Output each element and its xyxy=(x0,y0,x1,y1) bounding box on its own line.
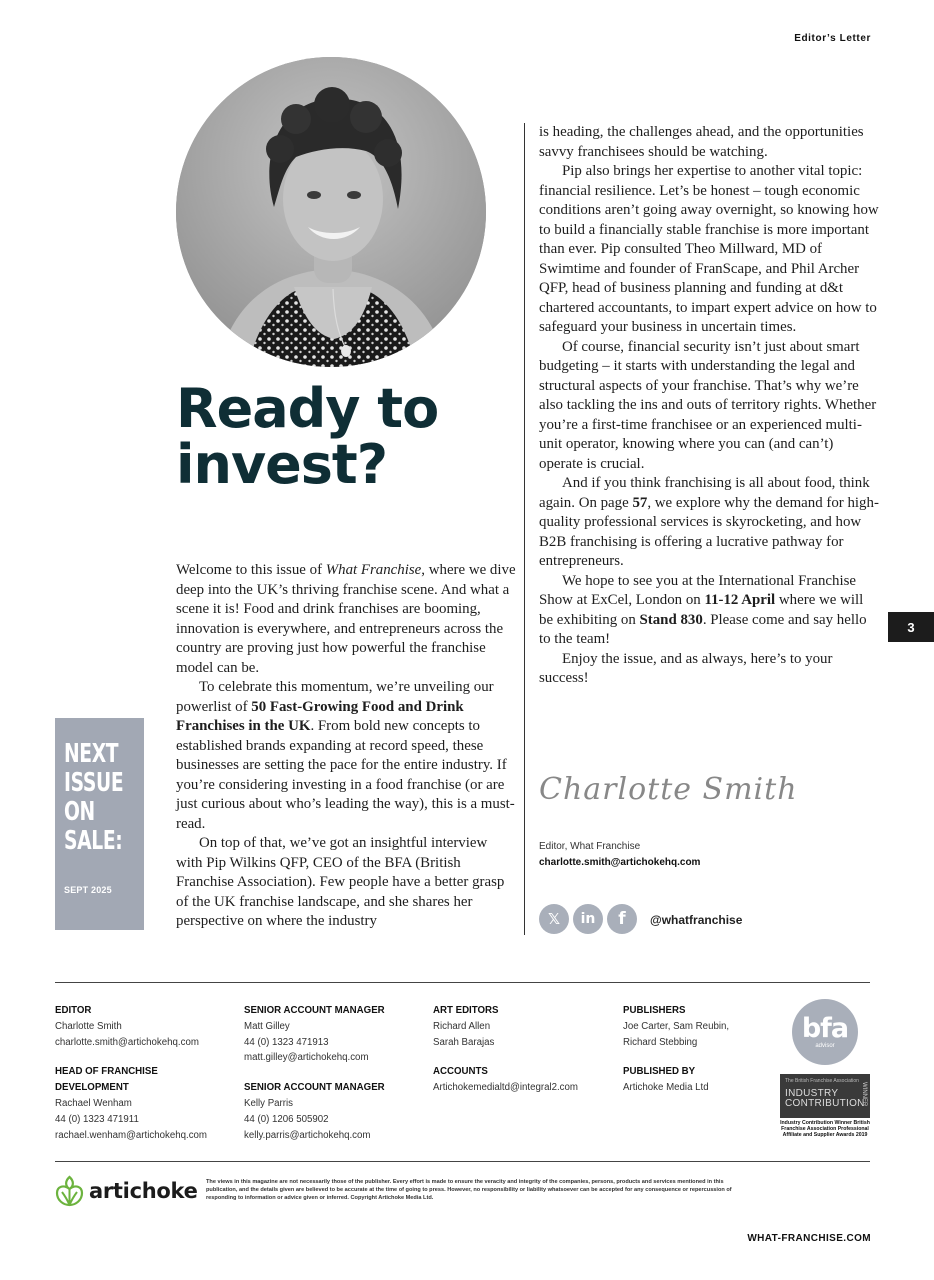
credit-name: Joe Carter, Sam Reubin, xyxy=(623,1020,730,1032)
stand-number: Stand 830 xyxy=(639,611,703,628)
text-run: , we explore why the demand for high-quality professional services is skyrocketing, and how B2B franchising is offering a lucrative pathway for entrepreneurs. xyxy=(539,494,879,569)
credit-name: Matt Gilley xyxy=(244,1020,290,1032)
text-run: Welcome to this issue of xyxy=(176,562,326,578)
credit-name: Artichoke Media Ltd xyxy=(623,1082,709,1094)
page-number-tab: 3 xyxy=(888,612,934,642)
credit-heading: PUBLISHED BY xyxy=(623,1066,696,1078)
credit-heading: PUBLISHERS xyxy=(623,1005,686,1016)
article-paragraph xyxy=(176,561,516,678)
next-issue-panel xyxy=(55,718,144,930)
bfa-logo-text: bfa xyxy=(801,1012,849,1044)
credit-email[interactable]: matt.gilley@artichokehq.com xyxy=(244,1052,369,1064)
brand-name: artichoke xyxy=(89,1179,198,1203)
industry-award-badge xyxy=(780,1074,870,1118)
award-title: INDUSTRY xyxy=(785,1088,839,1099)
legal-disclaimer: The views in this magazine are not necessarily those of the publisher. Every effort is made to ensure the veracity and integrity of the companies, persons, products and services mentioned in this publication, and the details given are believed to be accurate at the time of going to press. However, no responsibility or liability whatsoever can be accepted for any consequence or repercussion of responding to information or advice given or inferred. Copyright Artichoke Media Ltd. xyxy=(206,1179,732,1202)
magazine-title: What Franchise xyxy=(325,562,422,578)
credits-column-publishers xyxy=(623,1003,773,1096)
article-paragraph xyxy=(539,474,879,572)
credits-column-sales xyxy=(244,1003,429,1143)
page-reference: 57 xyxy=(632,494,648,511)
artichoke-brand xyxy=(55,1175,198,1207)
next-issue-date: SEPT 2025 xyxy=(64,885,112,895)
credit-name: Richard Stebbing xyxy=(623,1036,698,1048)
award-caption: Industry Contribution Winner British Franchise Association Professional Affiliate and Supplier Awards 2019 xyxy=(780,1120,870,1138)
credit-heading: EDITOR xyxy=(55,1005,92,1016)
next-issue-line: ISSUE xyxy=(64,768,124,798)
credits-top-rule xyxy=(55,982,870,983)
text-run: And if you think franchising is all about food, think again. On page xyxy=(539,475,870,511)
credit-heading: HEAD OF FRANCHISE xyxy=(55,1066,158,1078)
headline-line-1: Ready to xyxy=(176,377,439,440)
section-label: Editor’s Letter xyxy=(794,33,871,44)
next-issue-line: SALE: xyxy=(64,826,123,856)
bfa-logo-subtext: advisor xyxy=(815,1042,835,1049)
next-issue-heading xyxy=(64,740,122,856)
credit-phone: 44 (0) 1323 471913 xyxy=(244,1036,329,1048)
article-paragraph: On top of that, we’ve got an insightful interview with Pip Wilkins QFP, CEO of the BFA (British Franchise Association). Few people have a better grasp of the UK franchise landscape, and she shares her perspective on where the industry xyxy=(176,835,505,929)
credits-column-art xyxy=(433,1003,618,1096)
x-twitter-icon[interactable]: 𝕏 xyxy=(539,904,569,934)
credit-name: Kelly Parris xyxy=(244,1097,293,1109)
article-column-left xyxy=(176,561,516,932)
text-run: To celebrate this momentum, we’re unveiling our powerlist of xyxy=(176,679,494,715)
credit-phone: 44 (0) 1323 471911 xyxy=(55,1113,139,1125)
powerlist-title: 50 Fast-Growing Food and Drink Franchises in the UK xyxy=(176,698,464,734)
column-divider xyxy=(524,123,525,935)
page-headline xyxy=(176,377,506,496)
credit-name: Rachael Wenham xyxy=(55,1097,132,1109)
editor-role: Editor, What Franchise xyxy=(539,841,641,852)
editor-signature: Charlotte Smith xyxy=(539,772,798,807)
event-dates: 11-12 April xyxy=(704,592,776,608)
award-org: The British Franchise Association xyxy=(785,1078,859,1084)
credit-heading: ART EDITORS xyxy=(433,1005,499,1016)
credit-heading: ACCOUNTS xyxy=(433,1066,488,1078)
credits-column-editor xyxy=(55,1003,240,1143)
article-paragraph: Of course, financial security isn’t just about smart budgeting – it starts with understanding the legal and structural aspects of your franchise. That’s why we’re also tackling the ins and outs of territory rights. Whether you’re a first-time franchisee or an experienced multi-unit operator, knowing where you can (and can’t) operate is crucial. xyxy=(539,338,877,472)
text-run: . From bold new concepts to established brands expanding at record speed, these businesses are setting the pace for the entire industry. If you’re considering investing in a food franchise (or are just curious about who’s leading the way), this is a must-read. xyxy=(176,718,515,832)
article-paragraph xyxy=(539,572,879,650)
portrait-image xyxy=(176,57,486,367)
text-run: We hope to see you at the International Franchise Show at ExCel, London on xyxy=(539,572,857,608)
text-run: . Please come and say hello to the team! xyxy=(539,611,867,647)
bfa-advisor-logo xyxy=(792,999,858,1065)
next-issue-line: NEXT xyxy=(64,739,119,769)
credit-email[interactable]: rachael.wenham@artichokehq.com xyxy=(55,1129,207,1141)
facebook-icon[interactable]: f xyxy=(607,904,637,934)
article-paragraph: Pip also brings her expertise to another vital topic: financial resilience. Let’s be honest – tough economic conditions aren’t going away overnight, so knowing how to build a financially stable franchise is more important than ever. Pip consulted Theo Millward, MD of Swimtime and founder of FranScape, and Phil Archer QFP, head of business planning and funding at d&t chartered accountants, to impart expert advice on how to safeguard your business in uncertain times. xyxy=(539,163,879,335)
artichoke-icon xyxy=(55,1175,84,1207)
credit-name: Charlotte Smith xyxy=(55,1020,122,1032)
credit-email[interactable]: charlotte.smith@artichokehq.com xyxy=(55,1036,199,1048)
text-run: , where we dive deep into the UK’s thriving franchise scene. And what a scene it is! Food and drink franchises are booming, innovation is everywhere, and entrepreneurs across the country are proving just how powerful the franchise model can be. xyxy=(176,562,516,676)
credit-heading: DEVELOPMENT xyxy=(55,1082,129,1094)
credit-heading: SENIOR ACCOUNT MANAGER xyxy=(244,1005,385,1016)
article-column-right xyxy=(539,123,879,689)
footer-rule xyxy=(55,1161,870,1162)
headline-line-2: invest? xyxy=(176,433,388,496)
editor-email-link[interactable]: charlotte.smith@artichokehq.com xyxy=(539,857,701,868)
award-winner: WINNER xyxy=(861,1082,867,1107)
linkedin-icon[interactable]: in xyxy=(573,904,603,934)
credit-name: Sarah Barajas xyxy=(433,1036,495,1048)
credit-email[interactable]: Artichokemedialtd@integral2.com xyxy=(433,1082,578,1094)
credit-email[interactable]: kelly.parris@artichokehq.com xyxy=(244,1129,371,1141)
text-run: where we will be exhibiting on xyxy=(539,592,864,628)
website-link[interactable]: WHAT-FRANCHISE.COM xyxy=(747,1233,871,1244)
next-issue-line: ON xyxy=(64,797,95,827)
social-handle[interactable]: @whatfranchise xyxy=(650,913,743,927)
award-title: CONTRIBUTION xyxy=(785,1098,865,1109)
credit-phone: 44 (0) 1206 505902 xyxy=(244,1113,329,1125)
article-paragraph xyxy=(176,678,516,834)
editor-portrait-photo xyxy=(176,57,486,367)
article-paragraph: Enjoy the issue, and as always, here’s to your success! xyxy=(539,650,833,686)
credit-heading: SENIOR ACCOUNT MANAGER xyxy=(244,1082,385,1094)
article-paragraph: is heading, the challenges ahead, and the opportunities savvy franchisees should be watching. xyxy=(539,124,864,160)
credit-name: Richard Allen xyxy=(433,1020,491,1032)
